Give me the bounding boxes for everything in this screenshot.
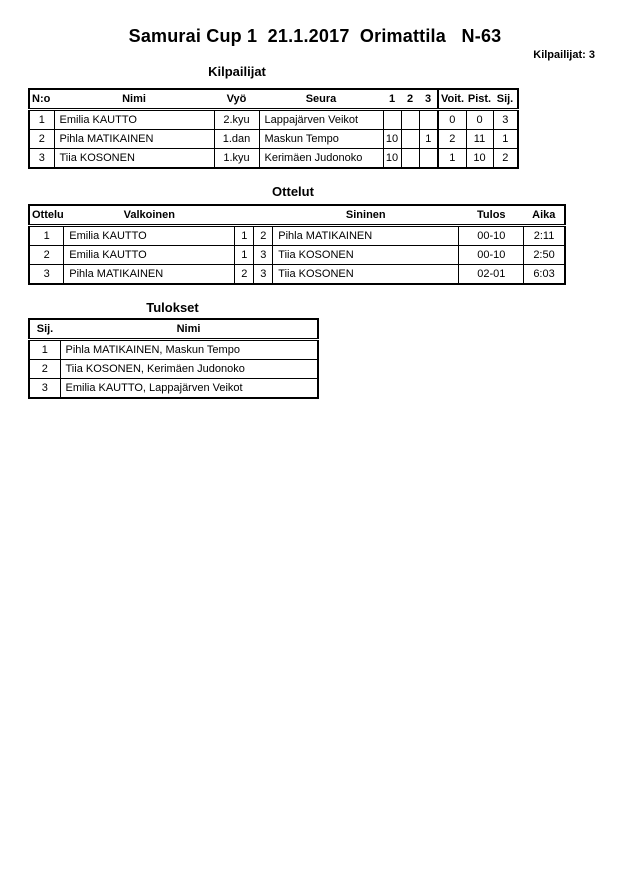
cell-round2	[401, 149, 419, 169]
cell-rank: 1	[493, 130, 518, 149]
cell-white-name: Emilia KAUTTO	[64, 226, 235, 246]
col-header-wins: Voit.	[438, 89, 466, 110]
cell-result: 02-01	[459, 265, 524, 285]
competitor-row	[29, 149, 518, 169]
cell-round2	[401, 130, 419, 149]
section-title-matches: Ottelut	[272, 184, 314, 199]
match-row	[29, 226, 565, 246]
cell-time: 2:11	[524, 226, 565, 246]
cell-club: Lappajärven Veikot	[259, 110, 383, 130]
col-header-round3: 3	[419, 89, 438, 110]
col-header-name: Nimi	[60, 319, 318, 340]
col-header-no: N:o	[29, 89, 54, 110]
results-header-row	[29, 319, 318, 340]
cell-round2	[401, 110, 419, 130]
col-header-white-no	[235, 205, 254, 226]
match-row	[29, 246, 565, 265]
cell-rank: 1	[29, 340, 60, 360]
cell-points: 10	[466, 149, 493, 169]
cell-blue-no: 3	[254, 246, 273, 265]
cell-points: 11	[466, 130, 493, 149]
cell-rank: 2	[29, 360, 60, 379]
cell-name: Pihla MATIKAINEN	[54, 130, 214, 149]
col-header-belt: Vyö	[214, 89, 259, 110]
col-header-white: Valkoinen	[64, 205, 235, 226]
cell-white-name: Emilia KAUTTO	[64, 246, 235, 265]
cell-rank: 3	[493, 110, 518, 130]
cell-round3	[419, 149, 438, 169]
competitors-header-row	[29, 89, 518, 110]
cell-round3: 1	[419, 130, 438, 149]
cell-match-no: 1	[29, 226, 64, 246]
col-header-round1: 1	[383, 89, 401, 110]
cell-white-name: Pihla MATIKAINEN	[64, 265, 235, 285]
cell-wins: 0	[438, 110, 466, 130]
cell-no: 1	[29, 110, 54, 130]
cell-wins: 2	[438, 130, 466, 149]
cell-blue-no: 3	[254, 265, 273, 285]
col-header-club: Seura	[259, 89, 383, 110]
col-header-time: Aika	[524, 205, 565, 226]
cell-belt: 1.dan	[214, 130, 259, 149]
cell-match-no: 2	[29, 246, 64, 265]
col-header-points: Pist.	[466, 89, 493, 110]
col-header-blue-no	[254, 205, 273, 226]
cell-blue-name: Tiia KOSONEN	[273, 265, 459, 285]
competitor-row	[29, 130, 518, 149]
cell-rank: 2	[493, 149, 518, 169]
cell-club: Kerimäen Judonoko	[259, 149, 383, 169]
cell-match-no: 3	[29, 265, 64, 285]
cell-white-no: 1	[235, 226, 254, 246]
cell-white-no: 2	[235, 265, 254, 285]
cell-name-club: Tiia KOSONEN, Kerimäen Judonoko	[60, 360, 318, 379]
section-title-competitors: Kilpailijat	[208, 64, 266, 79]
matches-table	[28, 204, 566, 285]
matches-header-row	[29, 205, 565, 226]
col-header-round2: 2	[401, 89, 419, 110]
col-header-rank: Sij.	[29, 319, 60, 340]
cell-no: 2	[29, 130, 54, 149]
cell-blue-no: 2	[254, 226, 273, 246]
cell-round1: 10	[383, 149, 401, 169]
col-header-match: Ottelu	[29, 205, 64, 226]
cell-belt: 1.kyu	[214, 149, 259, 169]
col-header-result: Tulos	[459, 205, 524, 226]
cell-wins: 1	[438, 149, 466, 169]
cell-name: Tiia KOSONEN	[54, 149, 214, 169]
result-row	[29, 379, 318, 399]
cell-round1	[383, 110, 401, 130]
cell-name-club: Emilia KAUTTO, Lappajärven Veikot	[60, 379, 318, 399]
cell-no: 3	[29, 149, 54, 169]
cell-round3	[419, 110, 438, 130]
col-header-rank: Sij.	[493, 89, 518, 110]
result-row	[29, 340, 318, 360]
cell-white-no: 1	[235, 246, 254, 265]
col-header-name: Nimi	[54, 89, 214, 110]
competitor-row	[29, 110, 518, 130]
cell-rank: 3	[29, 379, 60, 399]
competitor-count: Kilpailijat: 3	[533, 49, 595, 61]
section-title-results: Tulokset	[146, 300, 199, 315]
cell-round1: 10	[383, 130, 401, 149]
cell-blue-name: Tiia KOSONEN	[273, 246, 459, 265]
cell-time: 6:03	[524, 265, 565, 285]
cell-name: Emilia KAUTTO	[54, 110, 214, 130]
results-table	[28, 318, 319, 399]
col-header-blue: Sininen	[273, 205, 459, 226]
cell-blue-name: Pihla MATIKAINEN	[273, 226, 459, 246]
cell-time: 2:50	[524, 246, 565, 265]
competitors-table	[28, 88, 519, 169]
cell-result: 00-10	[459, 246, 524, 265]
cell-points: 0	[466, 110, 493, 130]
page-title: Samurai Cup 1 21.1.2017 Orimattila N-63	[128, 26, 502, 46]
cell-result: 00-10	[459, 226, 524, 246]
cell-name-club: Pihla MATIKAINEN, Maskun Tempo	[60, 340, 318, 360]
cell-belt: 2.kyu	[214, 110, 259, 130]
result-row	[29, 360, 318, 379]
match-row	[29, 265, 565, 285]
cell-club: Maskun Tempo	[259, 130, 383, 149]
